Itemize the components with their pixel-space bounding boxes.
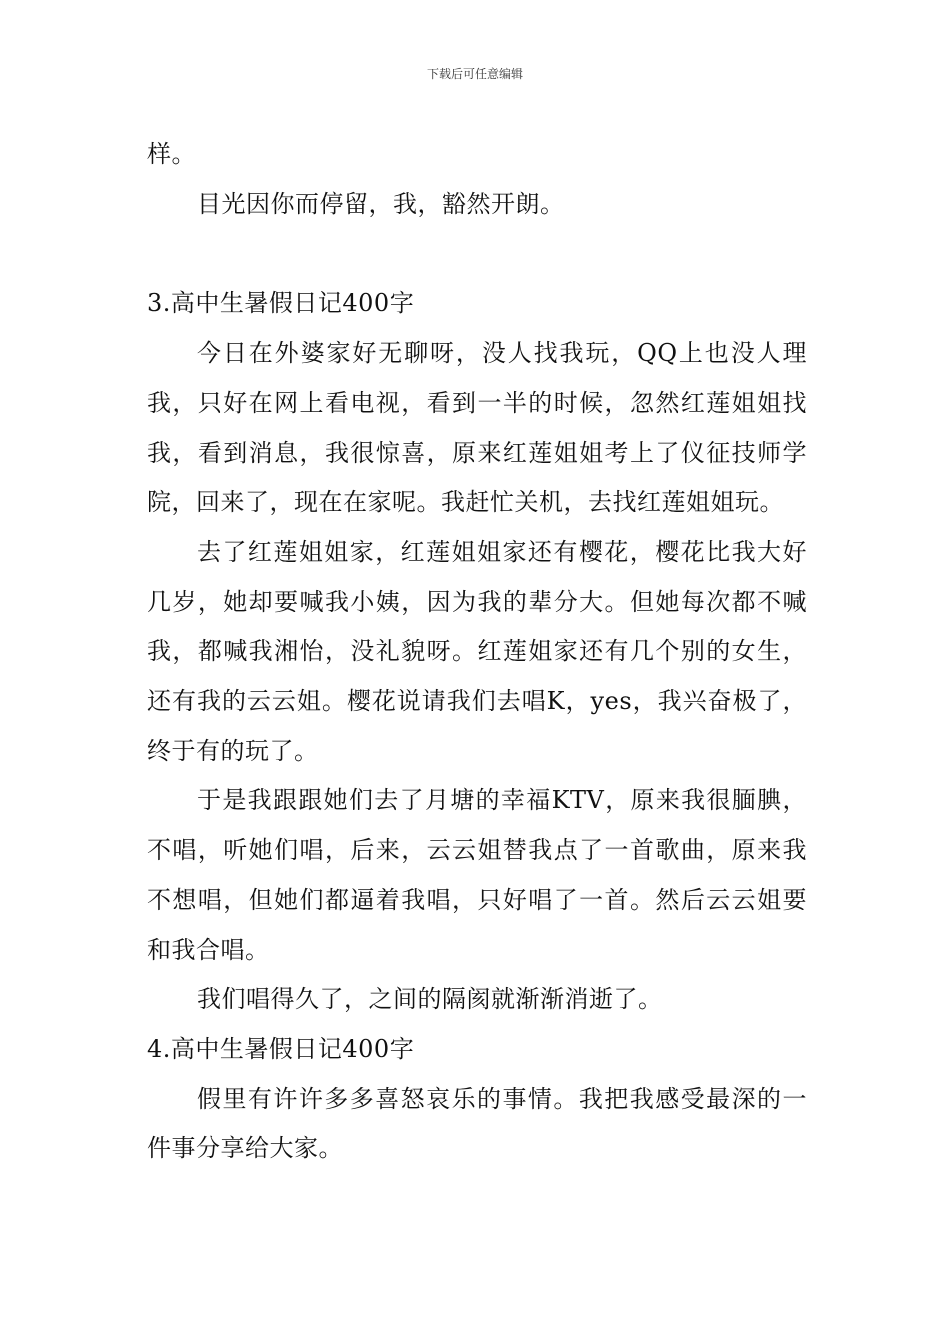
page-header: 下载后可任意编辑 xyxy=(426,67,523,81)
paragraph: 今日在外婆家好无聊呀，没人找我玩，QQ上也没人理我，只好在网上看电视，看到一半的时候，忽然红莲姐姐找我，看到消息，我很惊喜，原来红莲姐姐考上了仪征技师学院，回来了，现在在家呢。我赶忙关机，去找红莲姐姐玩。 xyxy=(147,339,807,517)
paragraph: 目光因你而停留，我，豁然开朗。 xyxy=(197,189,565,218)
paragraph: 于是我跟跟她们去了月塘的幸福KTV，原来我很腼腆，不唱，听她们唱，后来，云云姐替我点了一首歌曲，原来我不想唱，但她们都逼着我唱，只好唱了一首。然后云云姐要和我合唱。 xyxy=(147,786,807,964)
section-heading: 4.高中生暑假日记400字 xyxy=(147,1034,415,1063)
paragraph: 假里有许许多多喜怒哀乐的事情。我把我感受最深的一件事分享给大家。 xyxy=(147,1084,807,1163)
paragraph-continuation: 样。 xyxy=(147,140,196,168)
paragraph: 我们唱得久了，之间的隔阂就渐渐消逝了。 xyxy=(197,985,663,1014)
paragraph: 去了红莲姐姐家，红莲姐姐家还有樱花，樱花比我大好几岁，她却要喊我小姨，因为我的辈分大。但她每次都不喊我，都喊我湘怡，没礼貌呀。红莲姐家还有几个别的女生，还有我的云云姐。樱花说请我们去唱K，yes，我兴奋极了，终于有的玩了。 xyxy=(147,537,807,765)
section-heading: 3.高中生暑假日记400字 xyxy=(147,289,415,318)
document-body xyxy=(147,130,807,1174)
blank-line xyxy=(147,229,807,279)
